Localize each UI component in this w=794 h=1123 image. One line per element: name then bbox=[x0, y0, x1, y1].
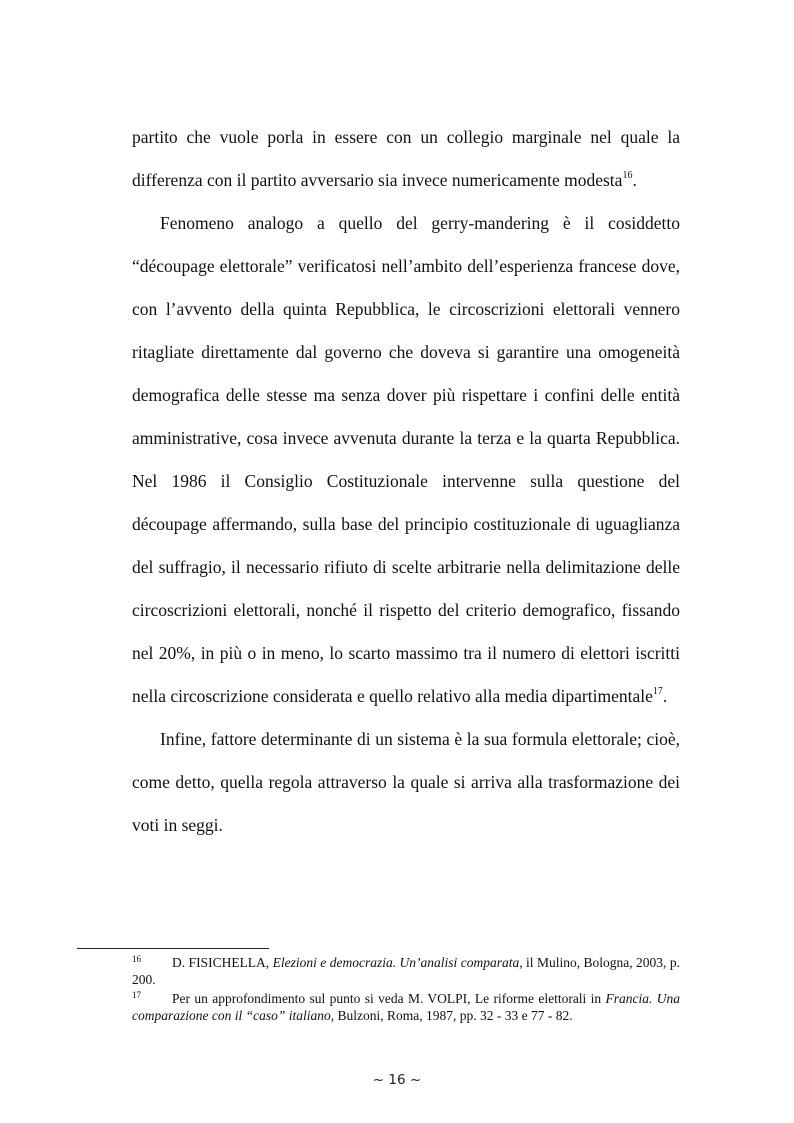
footnote-lead: D. FISICHELLA, bbox=[172, 955, 273, 970]
paragraph-1-end: . bbox=[632, 170, 637, 190]
footnote-ref-16[interactable]: 16 bbox=[622, 170, 633, 181]
footnotes bbox=[132, 954, 680, 1026]
paragraph-3-text: Infine, fattore determinante di un sistema è la sua formula elettorale; cioè, come detto, quella regola attraverso la quale si arriva alla trasformazione dei voti in seggi. bbox=[132, 729, 680, 835]
page-number: ~ 16 ~ bbox=[372, 1072, 422, 1088]
footnote-title: Francia. Una comparazione con il “caso” italiano bbox=[132, 991, 681, 1023]
paragraph-2-text: Fenomeno analogo a quello del gerry-mandering è il cosiddetto “découpage elettorale” verificatosi nell’ambito dell’esperienza francese dove, con l’avvento della quinta Repubblica, le circoscrizioni elettorali vennero ritagliate direttamente dal governo che doveva si garantire una omogeneità demografica delle stesse ma senza dover più rispettare i confini delle entità amministrative, cosa invece avvenuta durante la terza e la quarta Repubblica. Nel 1986 il Consiglio Costituzionale intervenne sulla questione del découpage affermando, sulla base del principio costituzionale di uguaglianza del suffragio, il necessario rifiuto di scelte arbitrarie nella delimitazione delle circoscrizioni elettorali, nonché il rispetto del criterio demografico, fissando nel 20%, in più o in meno, lo scarto massimo tra il numero di elettori iscritti nella circoscrizione considerata e quello relativo alla media dipartimentale bbox=[132, 213, 680, 706]
footnote-tail: , Bulzoni, Roma, 1987, pp. 32 - 33 e 77 - 82. bbox=[330, 1008, 573, 1023]
footnote-tail: il Mulino, Bologna, 2003, p. 200. bbox=[132, 955, 680, 987]
paragraph-1-text: partito che vuole porla in essere con un collegio marginale nel quale la differenza con il partito avversario sia invece numericamente modesta bbox=[132, 127, 680, 190]
footnote-16: 16 D. FISICHELLA, Elezioni e democrazia. Un’analisi comparata, il Mulino, Bologna, 2003, p. 200. bbox=[132, 954, 680, 987]
footnote-17: 17 Per un approfondimento sul punto si veda M. VOLPI, Le riforme elettorali in Francia. Una comparazione con il “caso” italiano, Bulzoni, Roma, 1987, pp. 32 - 33 e 77 - 82. bbox=[132, 990, 681, 1023]
paragraph-2 bbox=[132, 202, 680, 718]
footnote-separator bbox=[77, 948, 269, 949]
paragraph-1 bbox=[132, 116, 680, 202]
footnote-title: Elezioni e democrazia. Un’analisi comparata, bbox=[272, 955, 523, 970]
footnote-ref-17[interactable]: 17 bbox=[652, 686, 663, 697]
footnote-lead: Per un approfondimento sul punto si veda M. VOLPI, Le riforme elettorali in bbox=[172, 991, 606, 1006]
paragraph-2-end: . bbox=[662, 686, 668, 706]
paragraph-3 bbox=[132, 718, 680, 847]
body-text bbox=[132, 116, 680, 847]
